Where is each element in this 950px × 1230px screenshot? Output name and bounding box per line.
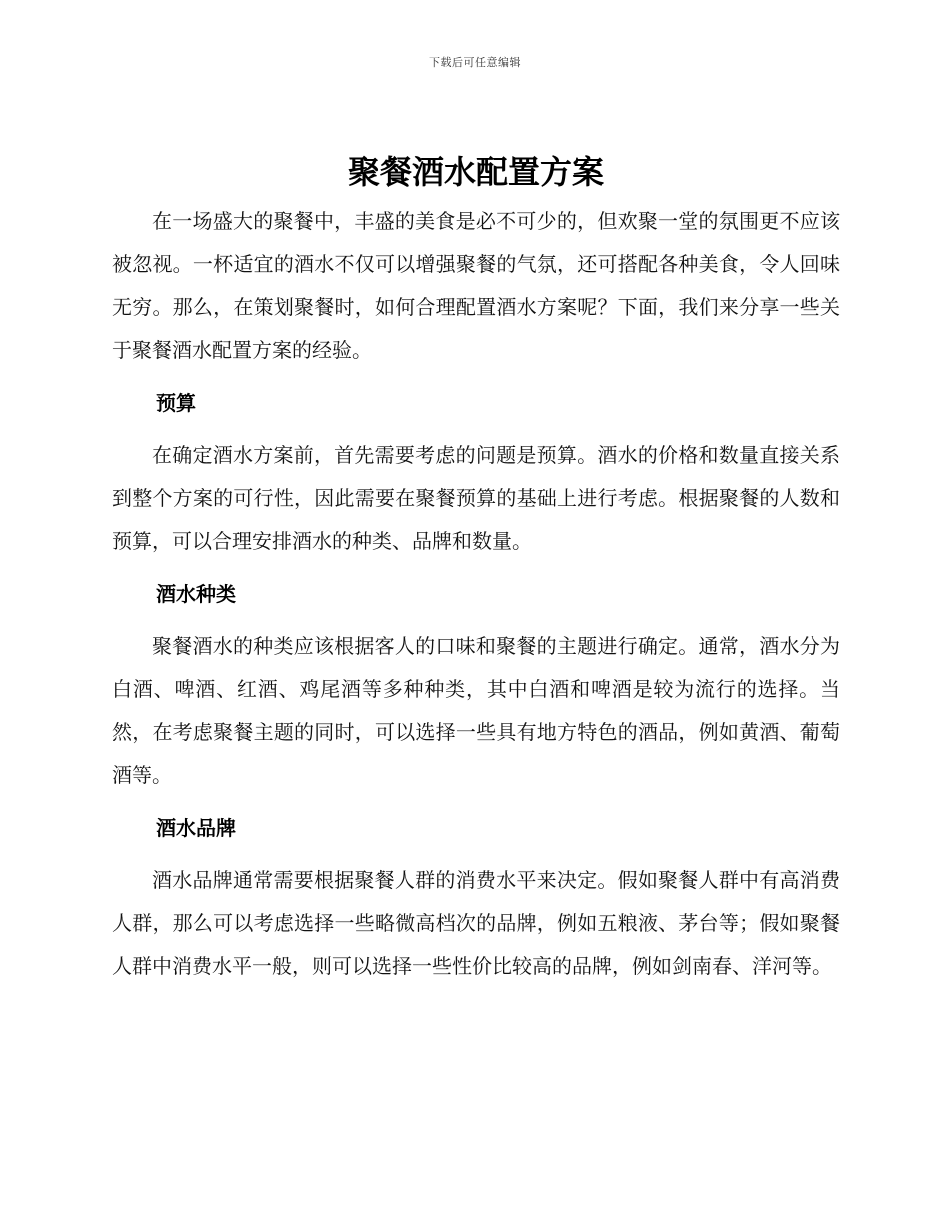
section-heading-drink-types: 酒水种类 — [156, 582, 236, 606]
section-body-drink-types: 聚餐酒水的种类应该根据客人的口味和聚餐的主题进行确定。通常，酒水分为白酒、啤酒、红酒、鸡尾酒等多种种类，其中白酒和啤酒是较为流行的选择。当然，在考虑聚餐主题的同时，可以选择一些具有地方特色的酒品，例如黄酒、葡萄酒等。 — [112, 634, 840, 787]
section-heading-drink-brands: 酒水品牌 — [156, 816, 236, 840]
intro-paragraph: 在一场盛大的聚餐中，丰盛的美食是必不可少的，但欢聚一堂的氛围更不应该被忽视。一杯适宜的酒水不仅可以增强聚餐的气氛，还可搭配各种美食，令人回味无穷。那么，在策划聚餐时，如何合理配置酒水方案呢？下面，我们来分享一些关于聚餐酒水配置方案的经验。 — [112, 209, 840, 362]
section-heading-budget: 预算 — [156, 391, 196, 415]
page-header: 下载后可任意编辑 — [429, 56, 521, 69]
document-body — [112, 150, 840, 988]
section-body-drink-brands: 酒水品牌通常需要根据聚餐人群的消费水平来决定。假如聚餐人群中有高消费人群，那么可以考虑选择一些略微高档次的品牌，例如五粮液、茅台等；假如聚餐人群中消费水平一般，则可以选择一些性价比较高的品牌，例如剑南春、洋河等。 — [112, 868, 840, 978]
section-body-budget: 在确定酒水方案前，首先需要考虑的问题是预算。酒水的价格和数量直接关系到整个方案的可行性，因此需要在聚餐预算的基础上进行考虑。根据聚餐的人数和预算，可以合理安排酒水的种类、品牌和数量。 — [112, 443, 840, 553]
document-title: 聚餐酒水配置方案 — [347, 153, 604, 191]
